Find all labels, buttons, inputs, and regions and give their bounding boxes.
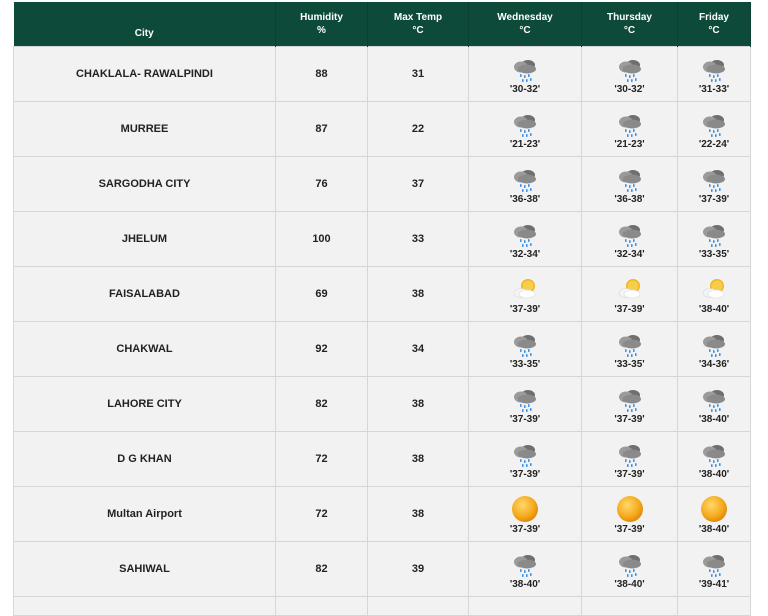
humidity-cell: 82 bbox=[276, 542, 368, 597]
temp-range: '37-39' bbox=[698, 193, 730, 205]
header-city: City bbox=[14, 2, 276, 47]
rain-cloud-icon bbox=[699, 329, 729, 359]
temp-range: '38-40' bbox=[614, 578, 645, 590]
humidity-cell: 72 bbox=[276, 487, 368, 542]
rain-cloud-icon bbox=[615, 549, 645, 579]
rain-cloud-icon bbox=[510, 549, 540, 579]
temp-range: '37-39' bbox=[509, 468, 541, 480]
temp-range: '37-39' bbox=[614, 303, 645, 315]
forecast-cell bbox=[469, 102, 582, 157]
temp-range: '37-39' bbox=[614, 468, 645, 480]
forecast-cell bbox=[678, 432, 751, 487]
temp-range: '21-23' bbox=[509, 138, 541, 150]
header-friday: Friday °C bbox=[678, 2, 751, 47]
forecast-cell bbox=[582, 487, 678, 542]
forecast-cell bbox=[582, 267, 678, 322]
table-body bbox=[14, 47, 751, 616]
temp-range: '32-34' bbox=[509, 248, 541, 260]
rain-cloud-icon bbox=[615, 109, 645, 139]
city-cell: D G KHAN bbox=[14, 432, 276, 487]
empty-cell bbox=[276, 597, 368, 616]
max-temp-cell: 37 bbox=[368, 157, 469, 212]
forecast-cell bbox=[582, 322, 678, 377]
max-temp-cell: 38 bbox=[368, 267, 469, 322]
temp-range: '39-41' bbox=[698, 578, 730, 590]
max-temp-cell: 34 bbox=[368, 322, 469, 377]
forecast-cell bbox=[469, 432, 582, 487]
forecast-cell bbox=[582, 542, 678, 597]
sun-icon bbox=[615, 494, 645, 524]
table-row bbox=[14, 487, 751, 542]
forecast-cell bbox=[678, 47, 751, 102]
city-cell: SAHIWAL bbox=[14, 542, 276, 597]
forecast-cell bbox=[678, 542, 751, 597]
empty-cell bbox=[582, 597, 678, 616]
temp-range: '21-23' bbox=[614, 138, 645, 150]
rain-cloud-icon bbox=[699, 384, 729, 414]
rain-cloud-icon bbox=[699, 54, 729, 84]
header-max-temp: Max Temp °C bbox=[368, 2, 469, 47]
rain-cloud-icon bbox=[615, 219, 645, 249]
rain-cloud-icon bbox=[510, 329, 540, 359]
city-cell: SARGODHA CITY bbox=[14, 157, 276, 212]
temp-range: '37-39' bbox=[509, 523, 541, 535]
rain-cloud-icon bbox=[615, 164, 645, 194]
table-row bbox=[14, 102, 751, 157]
rain-cloud-icon bbox=[510, 439, 540, 469]
temp-range: '30-32' bbox=[509, 83, 541, 95]
max-temp-cell: 38 bbox=[368, 487, 469, 542]
forecast-cell bbox=[582, 157, 678, 212]
table-row bbox=[14, 267, 751, 322]
forecast-cell bbox=[678, 267, 751, 322]
table-row bbox=[14, 322, 751, 377]
table-row bbox=[14, 542, 751, 597]
forecast-cell bbox=[469, 267, 582, 322]
max-temp-cell: 33 bbox=[368, 212, 469, 267]
forecast-cell bbox=[582, 47, 678, 102]
forecast-cell bbox=[678, 212, 751, 267]
forecast-cell bbox=[678, 322, 751, 377]
forecast-cell bbox=[678, 157, 751, 212]
rain-cloud-icon bbox=[510, 109, 540, 139]
humidity-cell: 88 bbox=[276, 47, 368, 102]
temp-range: '22-24' bbox=[698, 138, 730, 150]
table-row bbox=[14, 597, 751, 616]
partly-sunny-icon bbox=[615, 274, 645, 304]
temp-range: '38-40' bbox=[509, 578, 541, 590]
sun-icon bbox=[699, 494, 729, 524]
rain-cloud-icon bbox=[699, 109, 729, 139]
temp-range: '37-39' bbox=[614, 413, 645, 425]
rain-cloud-icon bbox=[510, 384, 540, 414]
table-header-row bbox=[14, 2, 751, 47]
table-row bbox=[14, 432, 751, 487]
max-temp-cell: 31 bbox=[368, 47, 469, 102]
forecast-cell bbox=[469, 377, 582, 432]
rain-cloud-icon bbox=[699, 164, 729, 194]
weather-table-container bbox=[13, 2, 750, 616]
humidity-cell: 82 bbox=[276, 377, 368, 432]
table-row bbox=[14, 377, 751, 432]
humidity-cell: 100 bbox=[276, 212, 368, 267]
sun-icon bbox=[510, 494, 540, 524]
header-wednesday: Wednesday °C bbox=[469, 2, 582, 47]
empty-cell bbox=[368, 597, 469, 616]
humidity-cell: 69 bbox=[276, 267, 368, 322]
city-cell: FAISALABAD bbox=[14, 267, 276, 322]
weather-table bbox=[13, 2, 751, 616]
rain-cloud-icon bbox=[615, 54, 645, 84]
table-row bbox=[14, 212, 751, 267]
rain-cloud-icon bbox=[699, 219, 729, 249]
temp-range: '36-38' bbox=[614, 193, 645, 205]
forecast-cell bbox=[469, 322, 582, 377]
forecast-cell bbox=[678, 102, 751, 157]
temp-range: '38-40' bbox=[698, 303, 730, 315]
temp-range: '37-39' bbox=[614, 523, 645, 535]
city-cell: CHAKLALA- RAWALPINDI bbox=[14, 47, 276, 102]
header-humidity: Humidity % bbox=[276, 2, 368, 47]
city-cell: JHELUM bbox=[14, 212, 276, 267]
temp-range: '33-35' bbox=[509, 358, 541, 370]
forecast-cell bbox=[582, 377, 678, 432]
temp-range: '32-34' bbox=[614, 248, 645, 260]
empty-cell bbox=[469, 597, 582, 616]
temp-range: '34-36' bbox=[698, 358, 730, 370]
temp-range: '31-33' bbox=[698, 83, 730, 95]
temp-range: '37-39' bbox=[509, 303, 541, 315]
forecast-cell bbox=[678, 377, 751, 432]
temp-range: '38-40' bbox=[698, 523, 730, 535]
temp-range: '30-32' bbox=[614, 83, 645, 95]
temp-range: '36-38' bbox=[509, 193, 541, 205]
forecast-cell bbox=[469, 157, 582, 212]
humidity-cell: 92 bbox=[276, 322, 368, 377]
forecast-cell bbox=[469, 487, 582, 542]
temp-range: '37-39' bbox=[509, 413, 541, 425]
rain-cloud-icon bbox=[615, 439, 645, 469]
forecast-cell bbox=[469, 542, 582, 597]
table-row bbox=[14, 157, 751, 212]
temp-range: '33-35' bbox=[698, 248, 730, 260]
forecast-cell bbox=[469, 212, 582, 267]
city-cell: Multan Airport bbox=[14, 487, 276, 542]
max-temp-cell: 22 bbox=[368, 102, 469, 157]
forecast-cell bbox=[469, 47, 582, 102]
max-temp-cell: 38 bbox=[368, 377, 469, 432]
rain-cloud-icon bbox=[510, 164, 540, 194]
rain-cloud-icon bbox=[699, 439, 729, 469]
partly-sunny-icon bbox=[699, 274, 729, 304]
rain-cloud-icon bbox=[615, 329, 645, 359]
forecast-cell bbox=[582, 102, 678, 157]
humidity-cell: 72 bbox=[276, 432, 368, 487]
max-temp-cell: 39 bbox=[368, 542, 469, 597]
temp-range: '33-35' bbox=[614, 358, 645, 370]
forecast-cell bbox=[582, 212, 678, 267]
empty-cell bbox=[678, 597, 751, 616]
header-thursday: Thursday °C bbox=[582, 2, 678, 47]
forecast-cell bbox=[582, 432, 678, 487]
city-cell: CHAKWAL bbox=[14, 322, 276, 377]
humidity-cell: 76 bbox=[276, 157, 368, 212]
temp-range: '38-40' bbox=[698, 468, 730, 480]
city-cell: LAHORE CITY bbox=[14, 377, 276, 432]
rain-cloud-icon bbox=[510, 54, 540, 84]
city-cell: MURREE bbox=[14, 102, 276, 157]
empty-cell bbox=[14, 597, 276, 616]
humidity-cell: 87 bbox=[276, 102, 368, 157]
rain-cloud-icon bbox=[510, 219, 540, 249]
rain-cloud-icon bbox=[615, 384, 645, 414]
temp-range: '38-40' bbox=[698, 413, 730, 425]
rain-cloud-icon bbox=[699, 549, 729, 579]
forecast-cell bbox=[678, 487, 751, 542]
max-temp-cell: 38 bbox=[368, 432, 469, 487]
partly-sunny-icon bbox=[510, 274, 540, 304]
table-row bbox=[14, 47, 751, 102]
